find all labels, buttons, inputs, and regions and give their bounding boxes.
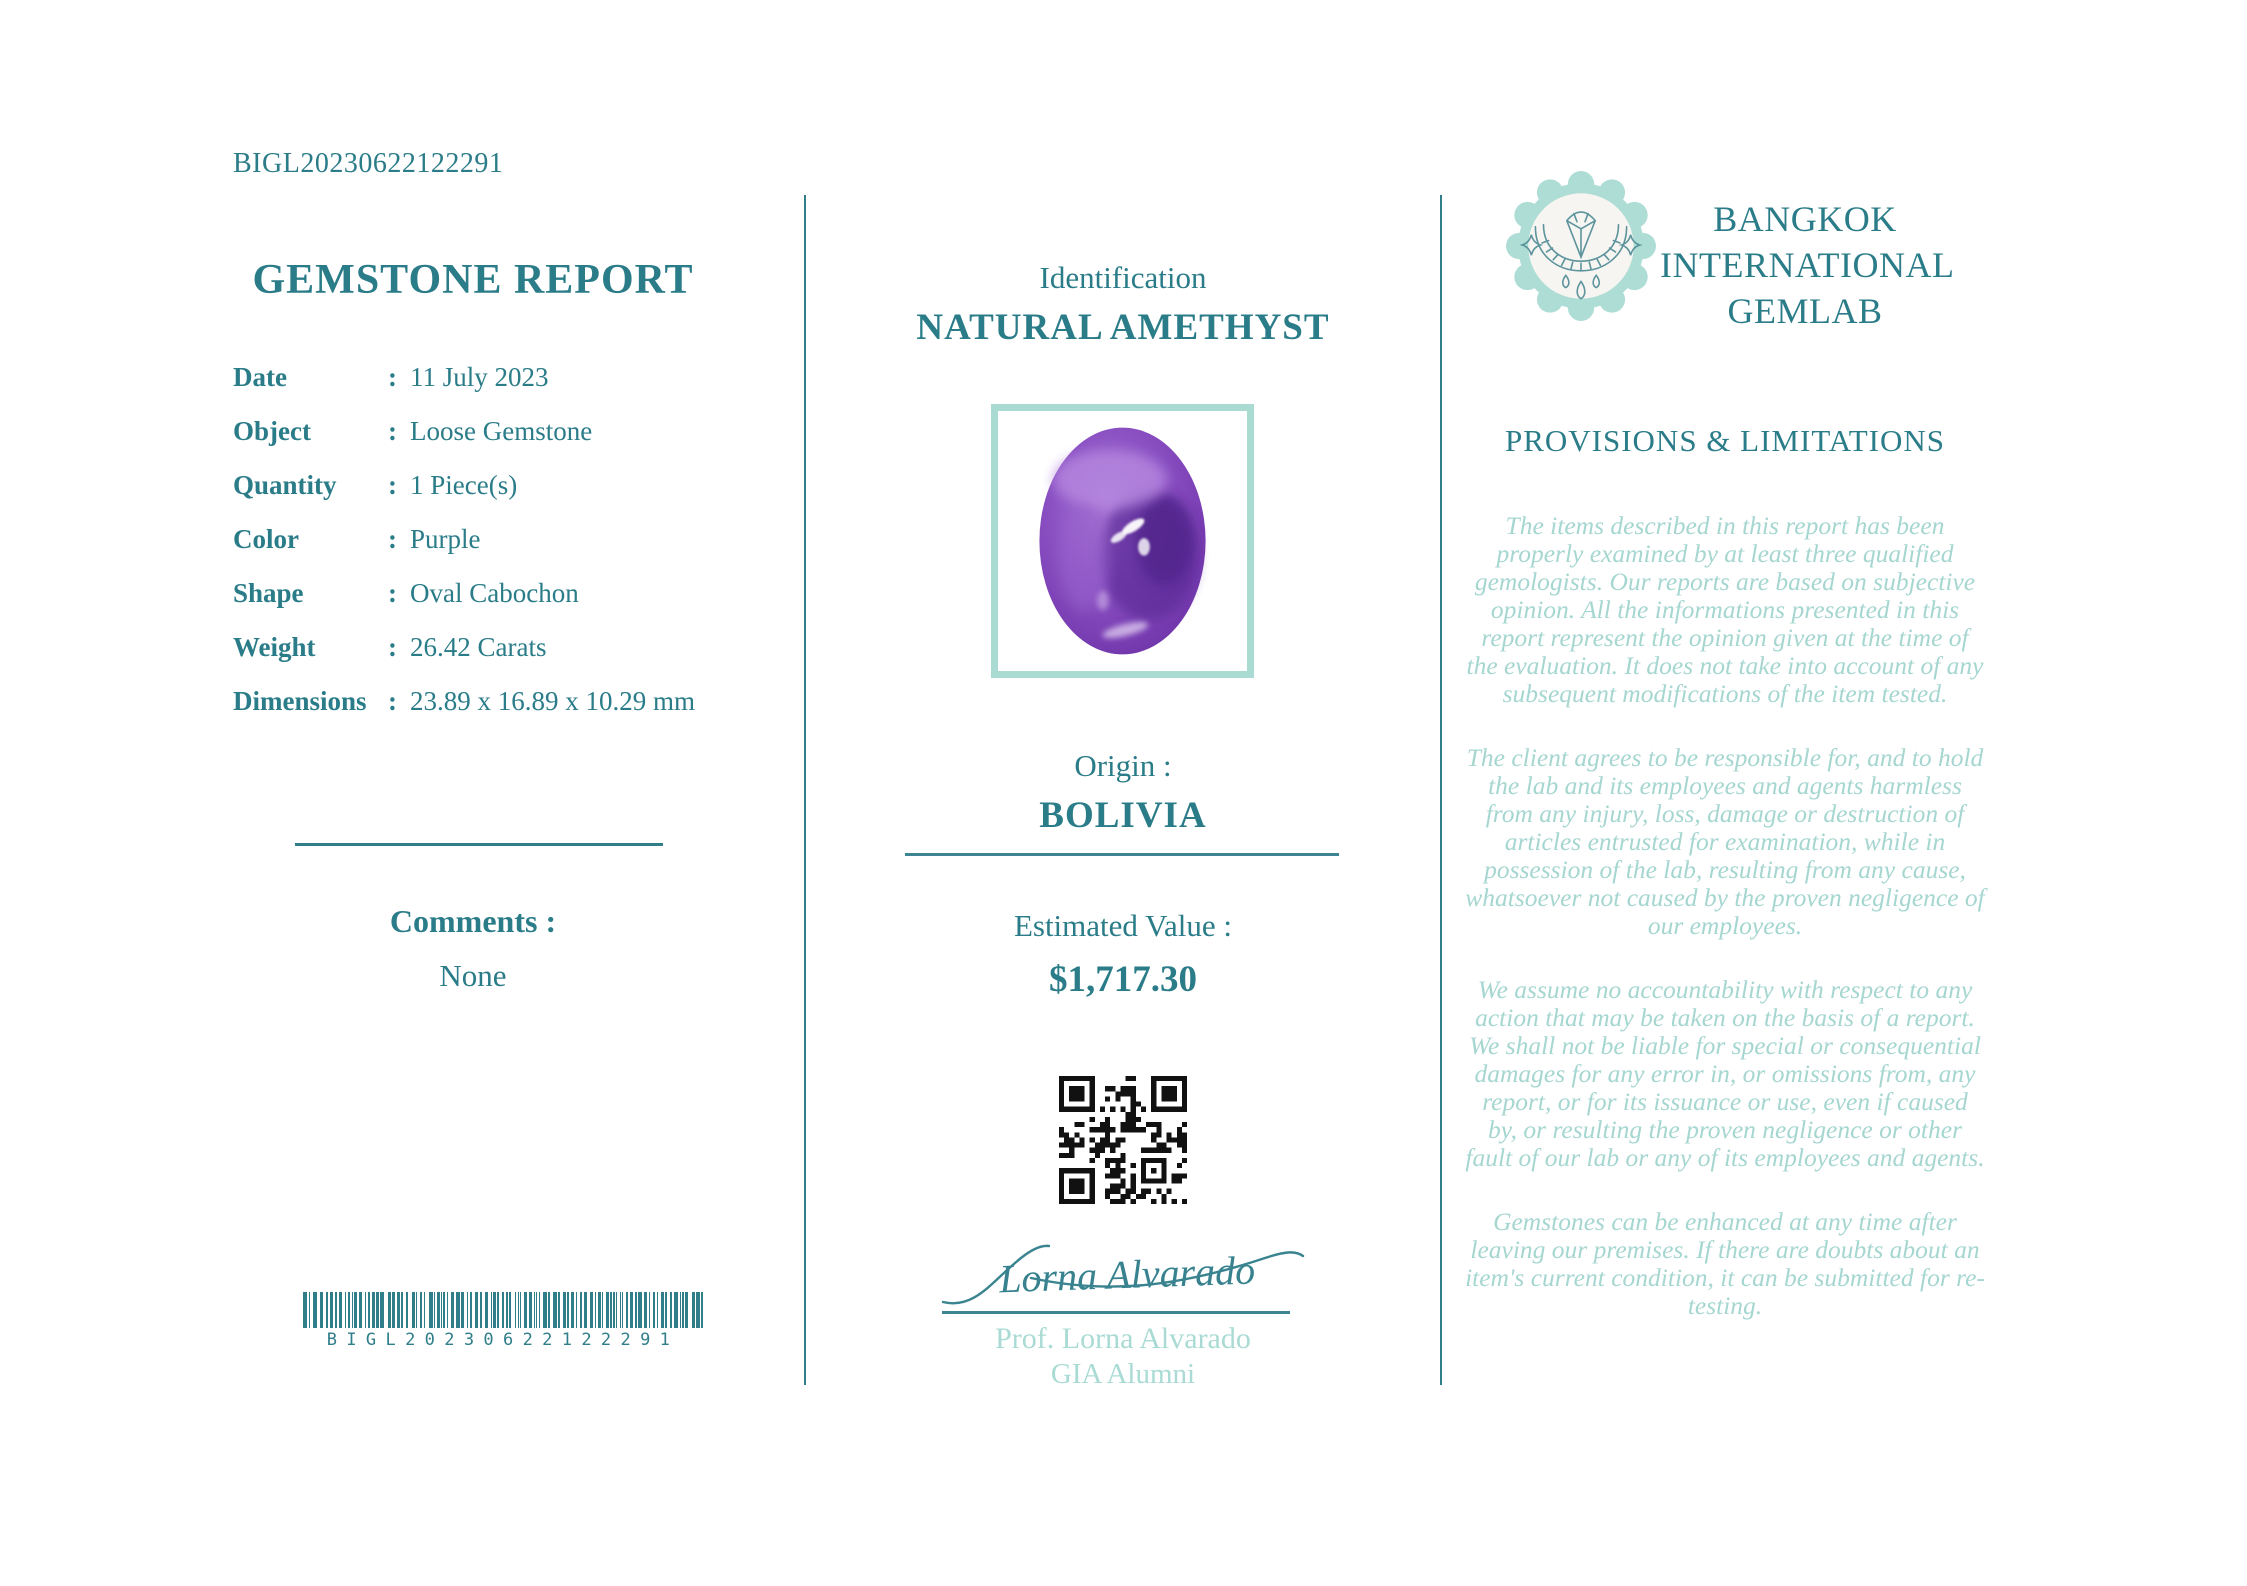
- identification-heading: Identification: [1039, 260, 1207, 295]
- detail-row-dimensions: [233, 686, 733, 740]
- detail-colon: :: [388, 686, 397, 716]
- detail-row-date: [233, 362, 733, 416]
- report-title: GEMSTONE REPORT: [252, 257, 694, 303]
- detail-value: Loose Gemstone: [410, 416, 593, 446]
- signature-divider: [942, 1311, 1290, 1314]
- detail-value: Purple: [410, 524, 481, 554]
- detail-colon: :: [388, 524, 397, 554]
- gem-photo: [998, 411, 1247, 671]
- detail-value: 11 July 2023: [410, 362, 549, 392]
- provisions-paragraph-4: Gemstones can be enhanced at any time after leaving our premises. If there are doubts about an item's current condition, it can be submitted for re-testing.: [1465, 1207, 1985, 1320]
- detail-colon: :: [388, 362, 397, 392]
- detail-label: Date: [233, 362, 287, 392]
- column-divider-left: [804, 195, 806, 1385]
- signature: [935, 1228, 1311, 1312]
- provisions-heading: PROVISIONS & LIMITATIONS: [1504, 423, 1946, 458]
- detail-colon: :: [388, 578, 397, 608]
- provisions-paragraph-1: The items described in this report has been properly examined by at least three qualified gemologists. Our reports are based on subjective opinion. All the informations presented in this report represent the opinion given at the time of the evaluation. It does not take into account of any subsequent modifications of the item tested.: [1466, 511, 1984, 708]
- barcode-bars: [303, 1292, 703, 1328]
- provisions-paragraph-3: We assume no accountability with respect to any action that may be taken on the basis of a report. We shall not be liable for special or consequential damages for any error in, or omissions from, any report, or for its issuance or use, even if caused by, or resulting the proven negligence or other fault of our lab or any of its employees and agents.: [1465, 975, 1985, 1172]
- lab-name: [1660, 196, 1955, 334]
- signatory-name: Prof. Lorna Alvarado: [995, 1322, 1251, 1355]
- gem-name: NATURAL AMETHYST: [916, 307, 1330, 348]
- detail-row-object: [233, 416, 733, 470]
- detail-label: Quantity: [233, 470, 337, 500]
- detail-value: Oval Cabochon: [410, 578, 579, 608]
- origin-divider: [905, 853, 1339, 856]
- report-number: BIGL20230622122291: [233, 148, 504, 179]
- detail-colon: :: [388, 632, 397, 662]
- detail-label: Color: [233, 524, 299, 554]
- lab-name-line-3: GEMLAB: [1727, 291, 1883, 331]
- detail-row-color: [233, 524, 733, 578]
- signatory-title: GIA Alumni: [1050, 1358, 1196, 1390]
- detail-value: 23.89 x 16.89 x 10.29 mm: [410, 686, 696, 716]
- detail-label: Dimensions: [233, 686, 367, 716]
- barcode-digits: BIGL20230622122291: [326, 1330, 680, 1350]
- estimated-value-label: Estimated Value :: [1013, 908, 1233, 943]
- comments-value: None: [439, 958, 507, 993]
- detail-row-weight: [233, 632, 733, 686]
- lab-logo-badge: [1505, 170, 1657, 322]
- provisions-paragraphs: [1465, 512, 1985, 1356]
- origin-label: Origin :: [1074, 748, 1172, 783]
- barcode: [303, 1292, 703, 1350]
- details-table: [233, 362, 733, 740]
- detail-row-shape: [233, 578, 733, 632]
- comments-heading: Comments :: [389, 903, 557, 939]
- column-divider-right: [1440, 195, 1442, 1385]
- detail-colon: :: [388, 416, 397, 446]
- lab-name-line-2: INTERNATIONAL: [1660, 245, 1955, 285]
- detail-label: Shape: [233, 578, 304, 608]
- detail-label: Weight: [233, 632, 316, 662]
- lab-name-line-1: BANGKOK: [1713, 199, 1897, 239]
- detail-label: Object: [233, 416, 311, 446]
- estimated-value-amount: $1,717.30: [1049, 959, 1197, 1000]
- details-divider: [295, 843, 663, 846]
- detail-row-quantity: [233, 470, 733, 524]
- signature-text: Lorna Alvarado: [998, 1247, 1256, 1302]
- origin-value: BOLIVIA: [1039, 795, 1207, 836]
- qr-code-icon: [1059, 1076, 1187, 1204]
- gem-photo-frame: [991, 404, 1254, 678]
- detail-colon: :: [388, 470, 397, 500]
- detail-value: 1 Piece(s): [410, 470, 518, 500]
- detail-value: 26.42 Carats: [410, 632, 547, 662]
- provisions-paragraph-2: The client agrees to be responsible for, and to hold the lab and its employees and agents harmless from any injury, loss, damage or destruction of articles entrusted for examination, while in possession of the lab, resulting from any cause, whatsoever not caused by the proven negligence of our employees.: [1465, 743, 1985, 940]
